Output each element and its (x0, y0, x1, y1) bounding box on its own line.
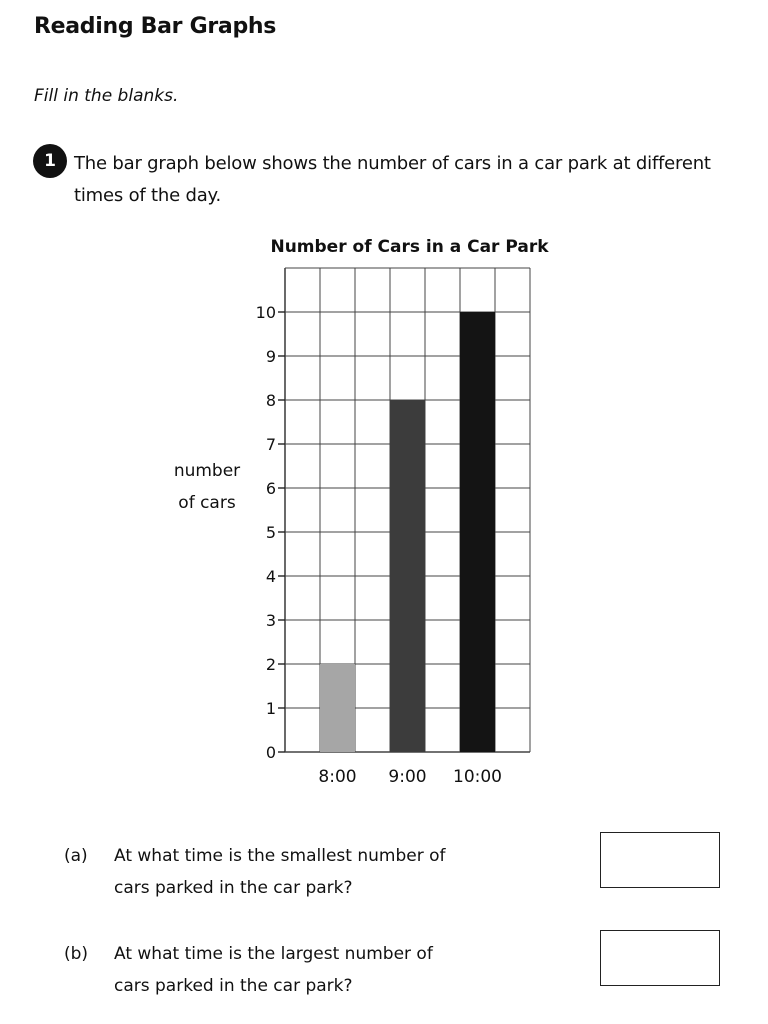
x-tick-label: 8:00 (318, 767, 357, 787)
y-tick-label: 4 (265, 567, 276, 586)
y-tick-label: 9 (265, 347, 276, 366)
bar-chart (160, 228, 560, 788)
y-tick-label: 2 (265, 655, 276, 674)
y-tick-label: 5 (265, 523, 276, 542)
y-tick-label: 3 (265, 611, 276, 630)
x-tick-label: 9:00 (388, 767, 427, 787)
subquestion-b-text (114, 938, 433, 1002)
y-tick-label: 0 (265, 743, 276, 762)
subquestion-b-line1: At what time is the largest number of (114, 944, 433, 964)
y-tick-label: 1 (265, 699, 276, 718)
x-tick-label: 10:00 (453, 767, 502, 787)
y-tick-label: 8 (265, 391, 276, 410)
answer-box-a[interactable] (600, 832, 720, 888)
subquestion-b-label: (b) (64, 944, 89, 964)
question-text: The bar graph below shows the number of cars in a car park at different times of the day. (74, 153, 711, 206)
subquestion-a-label: (a) (64, 846, 88, 866)
instructions: Fill in the blanks. (34, 86, 179, 106)
y-axis-label-line2: of cars (178, 493, 236, 513)
chart-title: Number of Cars in a Car Park (270, 237, 549, 257)
answer-box-b[interactable] (600, 930, 720, 986)
y-tick-label: 10 (255, 303, 276, 322)
bar-1000 (460, 312, 495, 752)
bar-800 (320, 664, 355, 752)
page-title: Reading Bar Graphs (34, 14, 277, 39)
y-axis-label-line1: number (173, 461, 241, 481)
question-number-badge: 1 (33, 144, 67, 178)
bar-900 (390, 400, 425, 752)
subquestion-b-line2: cars parked in the car park? (114, 976, 353, 996)
subquestion-a-text (114, 840, 445, 904)
y-tick-label: 7 (265, 435, 276, 454)
subquestion-a-line2: cars parked in the car park? (114, 878, 353, 898)
y-tick-label: 6 (265, 479, 276, 498)
subquestion-a-line1: At what time is the smallest number of (114, 846, 446, 866)
